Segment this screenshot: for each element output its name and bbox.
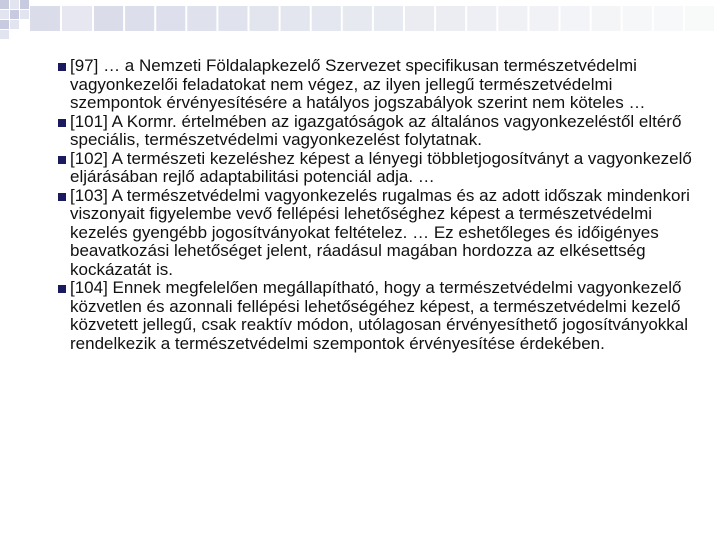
square-bullet-icon (58, 285, 66, 293)
decorative-header-pattern (0, 0, 720, 40)
list-item-text: [101] A Kormr. értelmében az igazgatóságok az általános vagyonkezeléstől eltérő speciális, természetvédelmi vagyonkezelést folytatnak. (70, 111, 682, 149)
list-item (60, 57, 700, 113)
square-bullet-icon (58, 156, 66, 164)
list-item-text: [103] A természetvédelmi vagyonkezelés rugalmas és az adott időszak mindenkori viszonyait figyelembe vevő fellépési lehetőséghez képest a természetvédelmi kezelés gyengébb jogosítványokat feltételez. … Ez eshetőleges és időigényes beavatkozási lehetőséget jelent, ráadásul magában hordozza az elkésettség kockázatát is. (70, 185, 690, 279)
list-item-text: [104] Ennek megfelelően megállapítható, hogy a természetvédelmi vagyonkezelő közvetlen és azonnali fellépési lehetőségéhez képest, a természetvédelmi kezelő közvetett jellegű, csak reaktív módon, utólagosan érvényesíthető jogosítványokkal rendelkezik a természetvédelmi szempontok érvényesítése érdekében. (70, 278, 689, 353)
list-item (60, 113, 700, 150)
list-item (60, 187, 700, 280)
slide-content (60, 57, 700, 353)
square-bullet-icon (58, 119, 66, 127)
square-bullet-icon (58, 193, 66, 201)
bullet-list (60, 57, 700, 353)
list-item-text: [97] … a Nemzeti Földalapkezelő Szervezet specifikusan természetvédelmi vagyonkezelői feladatokat nem végez, az ilyen jellegű természetvédelmi szempontok érvényesítésére a hatályos jogszabályok szerint nem köteles … (70, 56, 646, 112)
square-bullet-icon (58, 63, 66, 71)
list-item-text: [102] A természeti kezeléshez képest a lényegi többletjogosítványt a vagyonkezelő eljárásában rejlő adaptabilitási potenciál adja. … (70, 148, 692, 186)
list-item (60, 150, 700, 187)
list-item (60, 279, 700, 353)
